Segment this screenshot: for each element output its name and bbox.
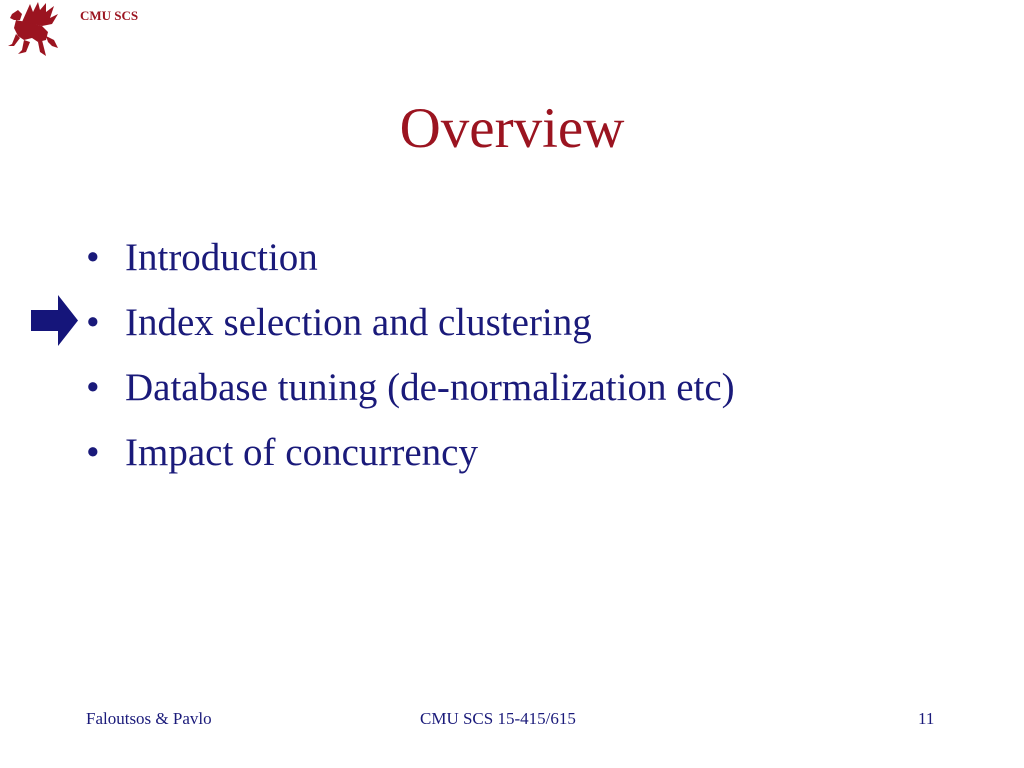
bullet-dot: •	[86, 366, 100, 409]
slide-title: Overview	[399, 97, 625, 160]
right-arrow-icon	[30, 293, 80, 348]
list-item-text: Impact of concurrency	[125, 431, 478, 474]
header-label: CMU SCS	[80, 8, 139, 23]
list-item-text: Index selection and clustering	[125, 301, 592, 344]
footer-authors: Faloutsos & Pavlo	[86, 709, 212, 728]
bullet-dot: •	[86, 301, 100, 344]
bullet-dot: •	[86, 431, 100, 474]
footer-course: CMU SCS 15-415/615	[420, 709, 576, 728]
bullet-dot: •	[86, 236, 100, 279]
footer-page-number: 11	[918, 709, 935, 728]
list-item-text: Introduction	[125, 236, 318, 279]
list-item-text: Database tuning (de-normalization etc)	[125, 366, 735, 409]
griffin-logo-icon	[2, 0, 60, 58]
